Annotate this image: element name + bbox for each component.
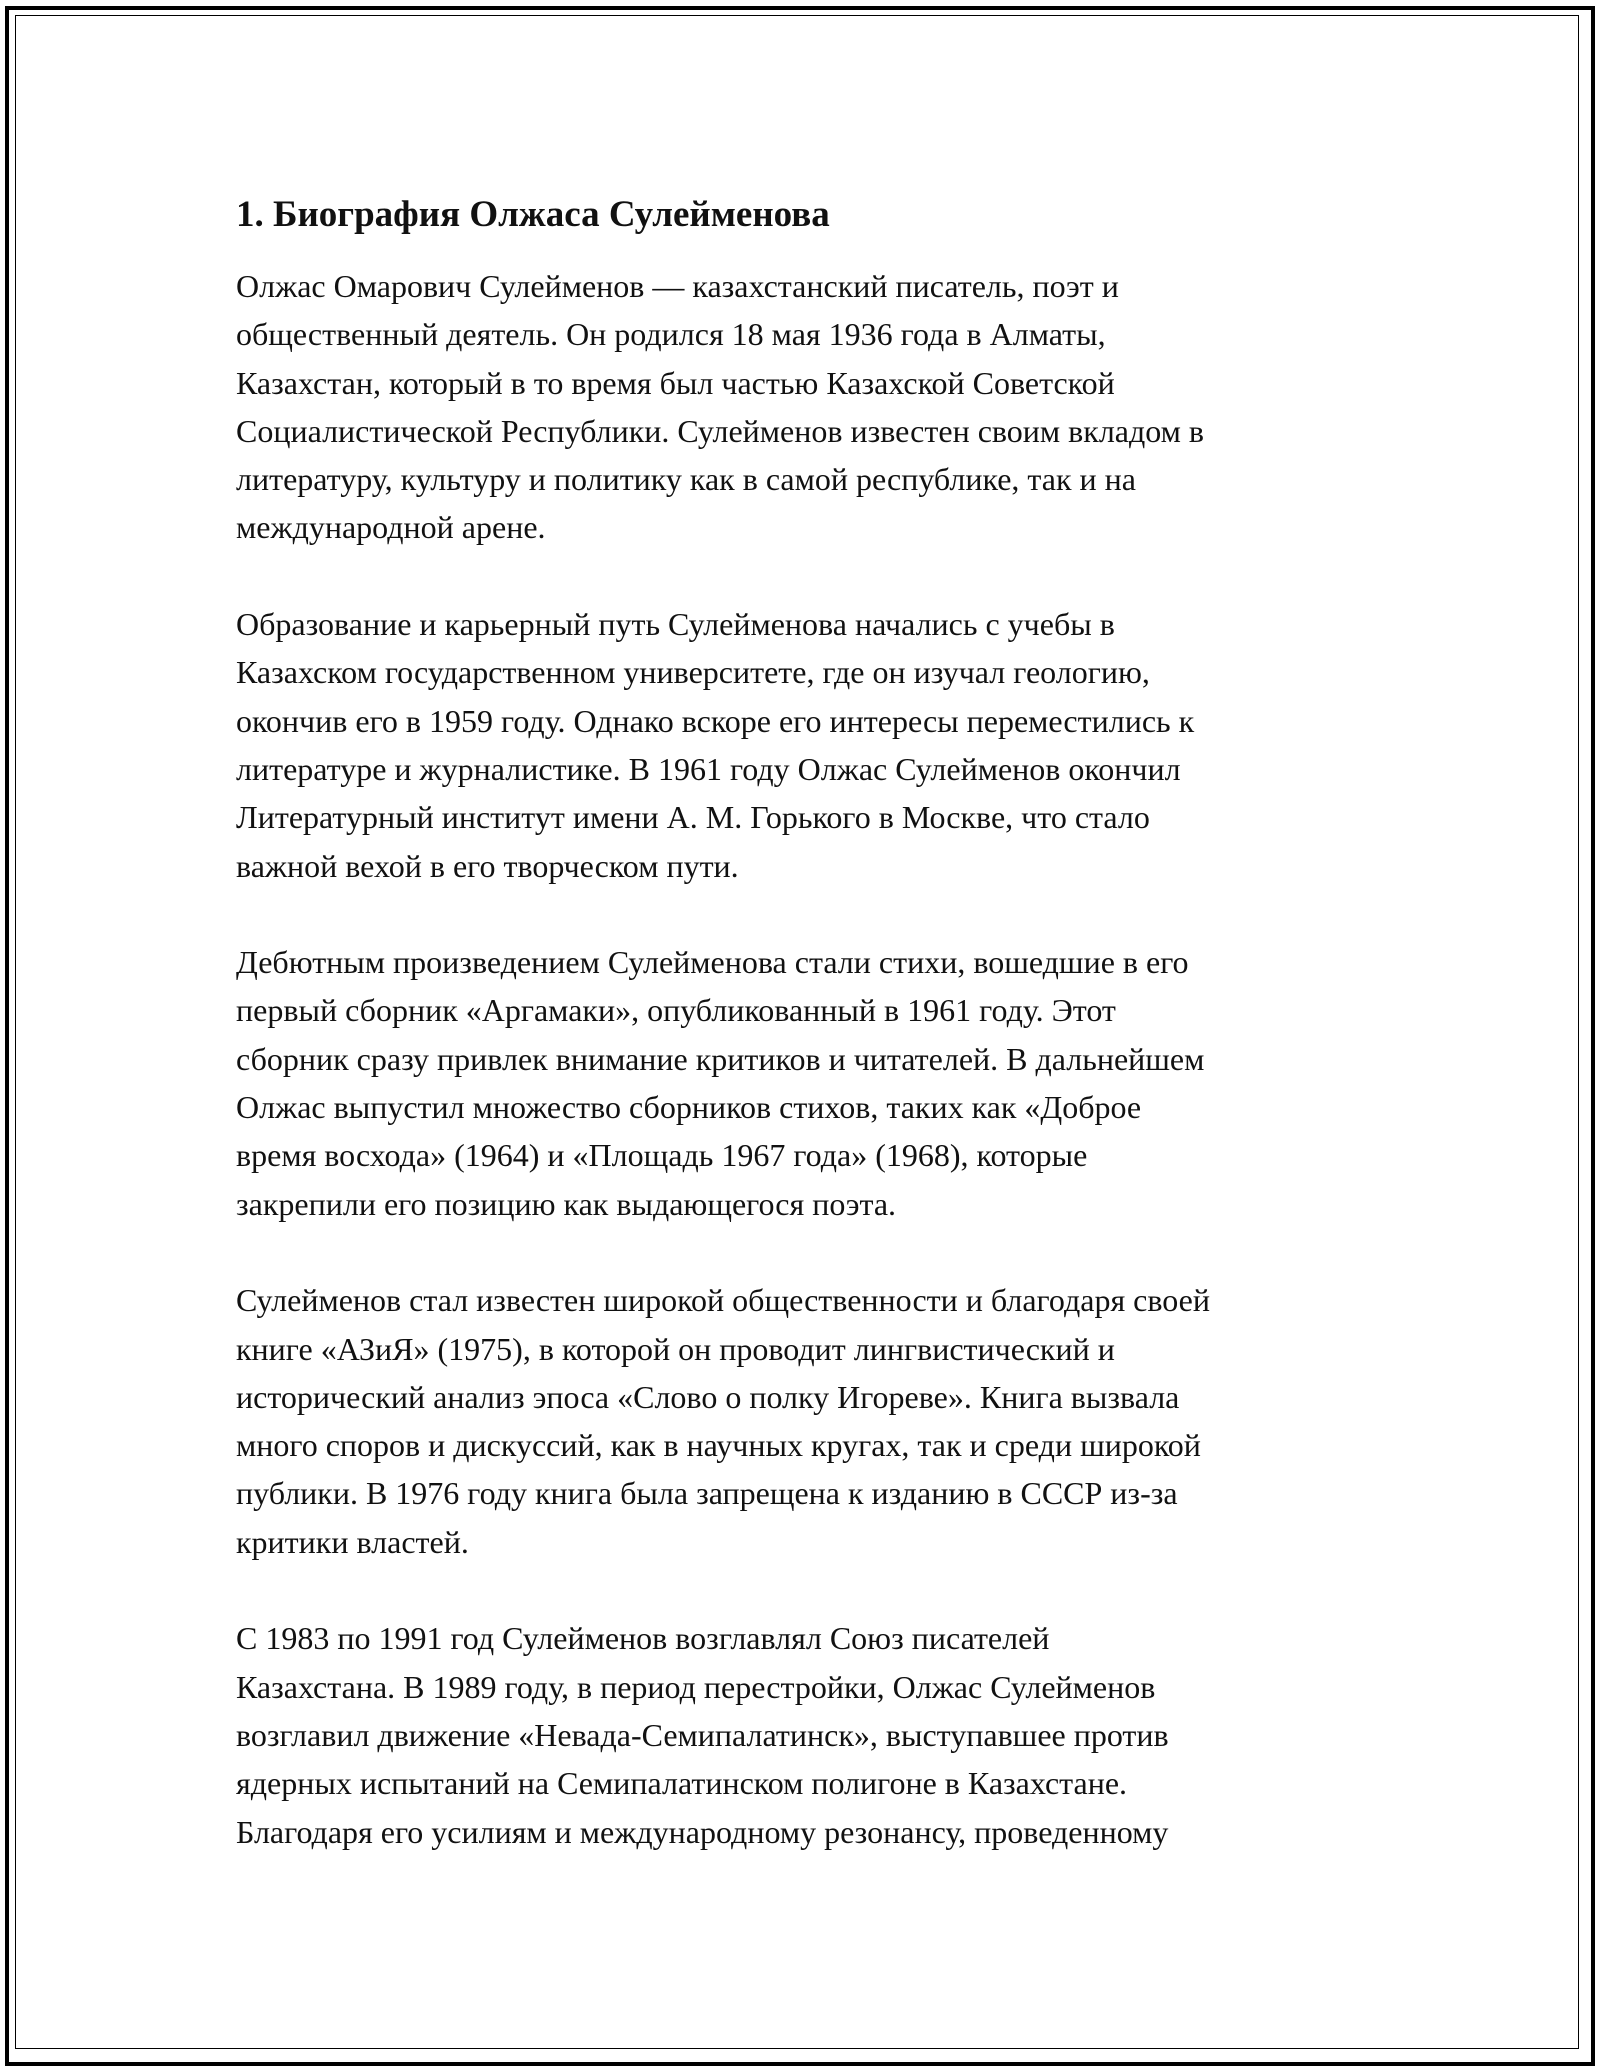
paragraph-line: много споров и дискуссий, как в научных кругах, так и среди широкой bbox=[236, 1427, 1201, 1464]
paragraph-line: Олжас Омарович Сулейменов — казахстанский писатель, поэт и bbox=[236, 268, 1119, 304]
paragraph-5 bbox=[236, 1614, 1366, 1855]
paragraph-2 bbox=[236, 600, 1366, 890]
paragraph-line: С 1983 по 1991 год Сулейменов возглавлял Союз писателей bbox=[236, 1620, 1050, 1657]
paragraph-1 bbox=[236, 262, 1366, 552]
paragraph-line: книге «АЗиЯ» (1975), в которой он проводит лингвистический и bbox=[236, 1330, 1115, 1367]
paragraph-line: Дебютным произведением Сулейменова стали стихи, вошедшие в его bbox=[236, 944, 1189, 981]
paragraph-line: литературу, культуру и политику как в самой республике, так и на bbox=[236, 461, 1136, 498]
paragraph-line: важной вехой в его творческом пути. bbox=[236, 847, 739, 884]
paragraph-3 bbox=[236, 938, 1366, 1228]
paragraph-line: окончив его в 1959 году. Однако вскоре его интересы переместились к bbox=[236, 702, 1195, 739]
paragraph-line: литературе и журналистике. В 1961 году Олжас Сулейменов окончил bbox=[236, 750, 1181, 787]
paragraph-line: Казахском государственном университете, где он изучал геологию, bbox=[236, 654, 1150, 691]
paragraph-line: Социалистической Республики. Сулейменов известен своим вкладом в bbox=[236, 412, 1205, 449]
paragraph-line: возглавил движение «Невада-Семипалатинск», выступавшее против bbox=[236, 1716, 1169, 1753]
paragraph-line: Казахстана. В 1989 году, в период перестройки, Олжас Сулейменов bbox=[236, 1668, 1156, 1705]
paragraph-line: Благодаря его усилиям и международному резонансу, проведенному bbox=[236, 1813, 1169, 1850]
paragraph-4 bbox=[236, 1276, 1366, 1566]
paragraph-line: сборник сразу привлек внимание критиков и читателей. В дальнейшем bbox=[236, 1040, 1205, 1077]
paragraph-line: Сулейменов стал известен широкой общественности и благодаря своей bbox=[236, 1282, 1210, 1319]
paragraph-line: время восхода» (1964) и «Площадь 1967 года» (1968), которые bbox=[236, 1137, 1088, 1174]
paragraph-line: ядерных испытаний на Семипалатинском полигоне в Казахстане. bbox=[236, 1765, 1128, 1802]
paragraph-line: публики. В 1976 году книга была запрещена к изданию в СССР из-за bbox=[236, 1475, 1178, 1512]
paragraph-line: Литературный институт имени А. М. Горького в Москве, что стало bbox=[236, 799, 1150, 836]
paragraph-line: критики властей. bbox=[236, 1523, 469, 1560]
paragraph-line: исторический анализ эпоса «Слово о полку Игореве». Книга вызвала bbox=[236, 1378, 1180, 1415]
document-page bbox=[236, 186, 1366, 1856]
paragraph-line: общественный деятель. Он родился 18 мая 1936 года в Алматы, bbox=[236, 316, 1106, 353]
paragraph-line: Олжас выпустил множество сборников стихов, таких как «Доброе bbox=[236, 1089, 1142, 1126]
paragraph-line: международной арене. bbox=[236, 509, 546, 546]
paragraph-line: первый сборник «Аргамаки», опубликованный в 1961 году. Этот bbox=[236, 992, 1116, 1029]
paragraph-line: Образование и карьерный путь Сулейменова начались с учебы в bbox=[236, 606, 1115, 643]
paragraph-line: Казахстан, который в то время был частью Казахской Советской bbox=[236, 364, 1115, 401]
section-heading: 1. Биография Олжаса Сулейменова bbox=[236, 194, 830, 235]
paragraph-line: закрепили его позицию как выдающегося поэта. bbox=[236, 1185, 897, 1222]
